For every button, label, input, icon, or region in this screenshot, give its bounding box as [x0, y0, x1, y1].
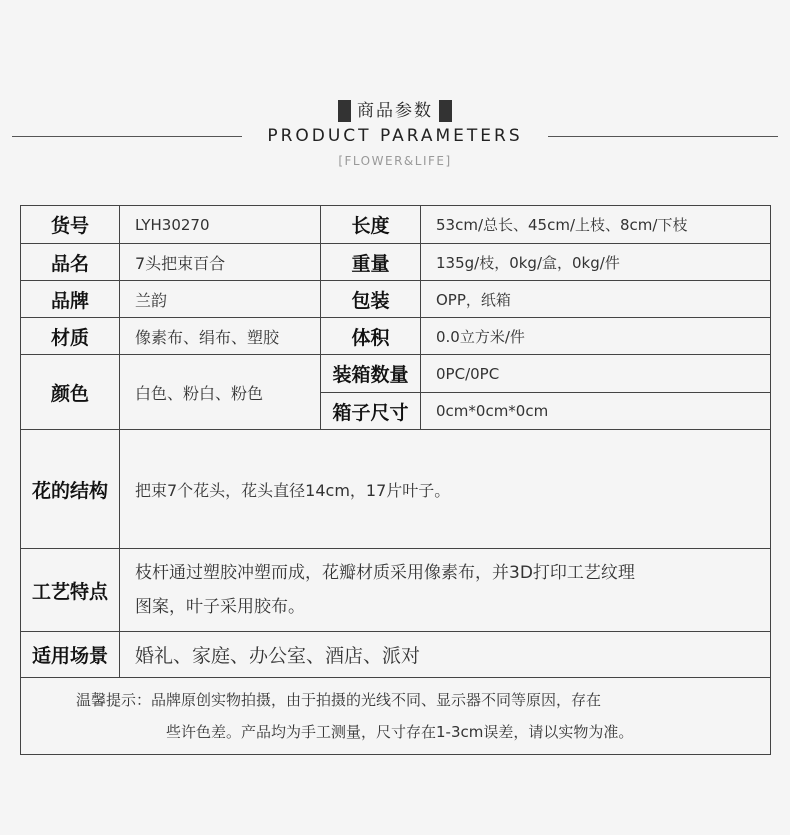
table-row [21, 281, 771, 318]
section-title-en: PRODUCT PARAMETERS [267, 126, 523, 146]
table-row [21, 206, 771, 244]
usage-label: 适用场景 [21, 632, 120, 678]
title-divider-left [338, 100, 351, 122]
craft-line-2: 图案，叶子采用胶布。 [135, 597, 305, 617]
table-row [21, 244, 771, 281]
table-row [21, 430, 771, 549]
name-value: 7头把束百合 [120, 244, 321, 281]
note-line-1: 温馨提示：品牌原创实物拍摄，由于拍摄的光线不同、显示器不同等原因，存在 [76, 691, 602, 709]
table-row [21, 678, 771, 755]
title-divider-right [439, 100, 452, 122]
qty-label: 装箱数量 [321, 355, 421, 393]
table-row [21, 355, 771, 393]
material-label: 材质 [21, 318, 120, 355]
length-value: 53cm/总长、45cm/上枝、8cm/下枝 [421, 206, 771, 244]
parameters-table [20, 205, 771, 755]
title-cn-text: 商品参数 [357, 101, 433, 121]
usage-value: 婚礼、家庭、办公室、酒店、派对 [120, 632, 771, 678]
weight-value: 135g/枝，0kg/盒，0kg/件 [421, 244, 771, 281]
color-label: 颜色 [21, 355, 120, 430]
craft-value [120, 549, 771, 632]
item-no-value: LYH30270 [120, 206, 321, 244]
craft-label: 工艺特点 [21, 549, 120, 632]
structure-label: 花的结构 [21, 430, 120, 549]
volume-value: 0.0立方米/件 [421, 318, 771, 355]
table-row [21, 549, 771, 632]
brand-value: 兰韵 [120, 281, 321, 318]
section-subtitle: [FLOWER&LIFE] [338, 154, 452, 168]
length-label: 长度 [321, 206, 421, 244]
packing-label: 包装 [321, 281, 421, 318]
volume-label: 体积 [321, 318, 421, 355]
name-label: 品名 [21, 244, 120, 281]
table-row [21, 318, 771, 355]
item-no-label: 货号 [21, 206, 120, 244]
note-line-2: 些许色差。产品均为手工测量，尺寸存在1-3cm误差，请以实物为准。 [166, 723, 634, 741]
structure-value: 把束7个花头，花头直径14cm，17片叶子。 [120, 430, 771, 549]
packing-value: OPP，纸箱 [421, 281, 771, 318]
table-row [21, 632, 771, 678]
box-size-label: 箱子尺寸 [321, 393, 421, 430]
color-value: 白色、粉白、粉色 [120, 355, 321, 430]
craft-line-1: 枝杆通过塑胶冲塑而成，花瓣材质采用像素布，并3D打印工艺纹理 [135, 563, 635, 583]
section-title-cn [0, 96, 790, 122]
brand-label: 品牌 [21, 281, 120, 318]
qty-value: 0PC/0PC [421, 355, 771, 393]
material-value: 像素布、绢布、塑胶 [120, 318, 321, 355]
weight-label: 重量 [321, 244, 421, 281]
note-cell [21, 678, 771, 755]
box-size-value: 0cm*0cm*0cm [421, 393, 771, 430]
